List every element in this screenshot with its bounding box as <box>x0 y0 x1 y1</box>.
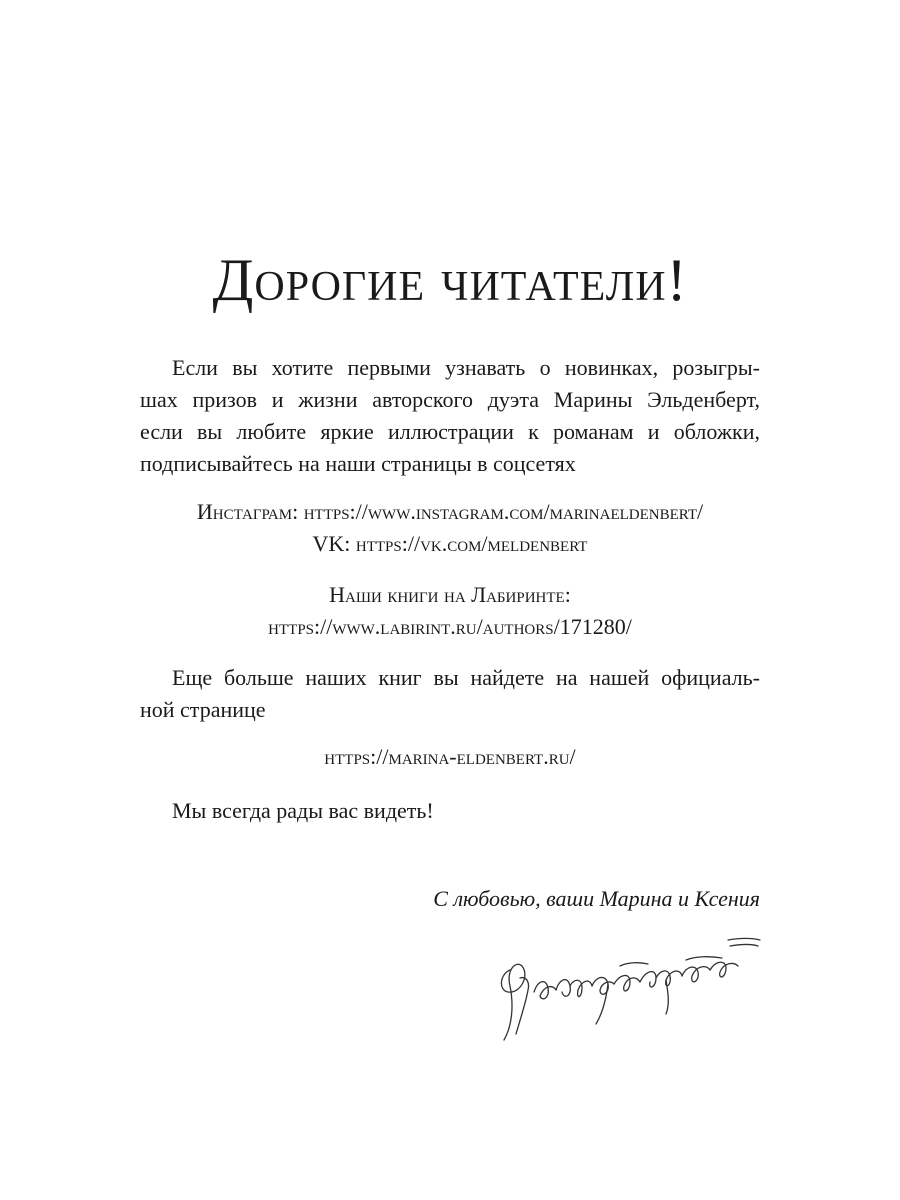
social-links <box>0 496 900 560</box>
instagram-link[interactable]: Инстаграм: https://www.instagram.com/marinaeldenbert/ <box>196 499 704 524</box>
intro-line: шах призов и жизни авторского дуэта Марины Эльденберт, <box>140 387 760 412</box>
official-site-link[interactable]: https://marina-eldenbert.ru/ <box>324 744 576 769</box>
intro-line: Если вы хотите первыми узнавать о новинках, розыгры- <box>172 355 760 380</box>
glad-to-see-text: Мы всегда рады вас видеть! <box>172 798 434 823</box>
official-site-block <box>0 741 900 773</box>
labirint-label: Наши книги на Лабиринте: <box>329 582 571 607</box>
more-line: Еще больше наших книг вы найдете на нашей официаль- <box>172 665 760 690</box>
intro-line: подписывайтесь на наши страницы в соцсетях <box>140 451 576 476</box>
intro-paragraph <box>140 352 760 480</box>
labirint-link[interactable]: https://www.labirint.ru/authors/171280/ <box>268 614 632 639</box>
labirint-block <box>0 579 900 643</box>
more-books-paragraph <box>140 662 760 726</box>
farewell-text: С любовью, ваши Марина и Ксения <box>433 886 760 911</box>
more-line: ной странице <box>140 697 266 722</box>
vk-link[interactable]: VK: https://vk.com/meldenbert <box>312 531 588 556</box>
handwritten-signature-icon <box>490 930 770 1050</box>
page-title: Дорогие читатели! <box>212 247 688 313</box>
intro-line: если вы любите яркие иллюстрации к романам и обложки, <box>140 419 760 444</box>
